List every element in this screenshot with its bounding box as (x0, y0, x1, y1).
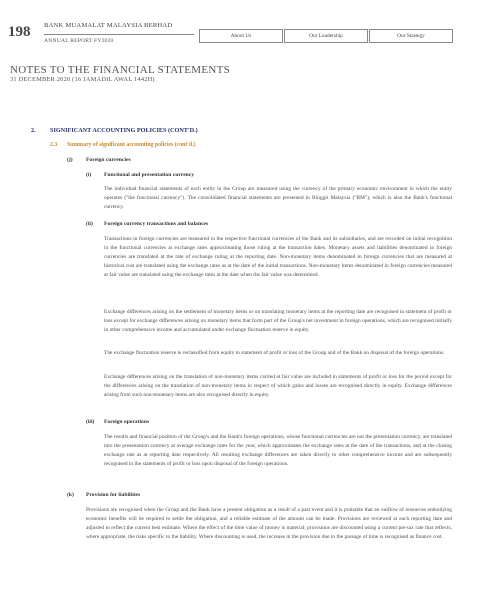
bank-name: BANK MUAMALAT MALAYSIA BERHAD (44, 22, 173, 29)
section-number: 2. (31, 127, 36, 134)
page-number: 198 (8, 24, 31, 40)
fx-transactions-paragraph-2: Exchange differences arising on the settlement of monetary items or on translating monetary items at the reporting date are recognised in statement of profit or loss except for exchange differences arising on monetary items that form part of the Group's net investment in foreign operations, which are recognised initially in other comprehensive income and accumulated under exchange fluctuation reserve in equity. (104, 309, 452, 334)
item-iii-label: (iii) (86, 419, 95, 425)
nav-our-strategy-button[interactable]: Our Strategy (369, 29, 453, 43)
item-i-label: (i) (86, 172, 92, 178)
item-ii-label: (ii) (86, 221, 93, 227)
subsection-title: Summary of significant accounting policies (cont'd.) (67, 142, 196, 148)
fx-transactions-paragraph-4: Exchange differences arising on the translation of non-monetary items carried at fair value are included in statements of profit or loss for the period except for the differences arising on the translation of non-monetary items in respect of which gains and losses are recognised directly in equity. Exchange differences arising from such non-monetary items are also recognised directly in equity. (104, 374, 452, 399)
header-rule (44, 34, 194, 35)
page-header (0, 0, 480, 60)
nav-about-us-button[interactable]: About Us (199, 29, 283, 43)
item-k-title: Provision for liabilities (86, 492, 141, 498)
notes-date: 31 DECEMBER 2020 (16 JAMADIL AWAL 1442H) (10, 76, 155, 83)
foreign-operations-paragraph: The results and financial position of the Group's and the Bank's foreign operations, whose functional currencies are not the presentation currency, are translated into the presentation currency at average exchange rates for the year, which approximates the exchange rates at the date of the transactions, and at the closing exchange rate as at reporting date respectively. All resulting exchange differences are taken directly to other comprehensive income and are subsequently recognised in the statements of profit or loss upon disposal of the foreign operations. (104, 434, 452, 468)
item-j-title: Foreign currencies (86, 157, 131, 163)
subsection-number: 2.3 (50, 142, 58, 148)
item-i-title: Functional and presentation currency (104, 172, 195, 178)
item-j-label: (j) (67, 157, 73, 163)
notes-title: NOTES TO THE FINANCIAL STATEMENTS (10, 64, 231, 76)
fx-transactions-paragraph-3: The exchange fluctuation reserve is reclassified from equity to statement of profit or loss of the Group and of the Bank on disposal of the foreign operations. (104, 350, 445, 356)
nav-our-leadership-button[interactable]: Our Leadership (284, 29, 368, 43)
provisions-paragraph: Provisions are recognised when the Group and the Bank have a present obligation as a result of a past event and it is probable that an outflow of resources embodying economic benefits will be required to settle the obligation, and a reliable estimate of the amount can be made. Provisions are reviewed at each reporting date and adjusted to reflect the current best estimate. Where the effect of the time value of money is material, provisions are discounted using a current pre-tax rate that reflects, where appropriate, the risks specific to the liability. Where discounting is used, the increase in the provision due to the passage of time is recognised as finance cost. (86, 507, 452, 541)
functional-currency-paragraph: The individual financial statements of each entity in the Group are measured using the currency of the primary economic environment in which the entity operates ("the functional currency"). The consolidated financial statements are presented in Ringgit Malaysia ("RM"), which is also the Bank's functional currency. (104, 186, 452, 211)
report-name: ANNUAL REPORT FY2020 (44, 38, 114, 44)
section-title: SIGNIFICANT ACCOUNTING POLICIES (CONT'D.) (50, 127, 198, 134)
item-iii-title: Foreign operations (104, 419, 150, 425)
fx-transactions-paragraph-1: Transactions in foreign currencies are measured in the respective functional currencies of the Bank and its subsidiaries, and are recorded on initial recognition in the functional currencies at exchange rates approximating those ruling at the transaction dates. Monetary assets and liabilities denominated in foreign currencies are translated at the rate of exchange ruling at the reporting date. Non-monetary items denominated in foreign currencies that are measured at historical cost are translated using the exchange rates as at the date of the initial transactions. Non-monetary items denominated in foreign currencies measured at fair value are translated using the exchange rates at the date when the fair value was determined. (104, 236, 452, 279)
item-k-label: (k) (67, 492, 74, 498)
item-ii-title: Foreign currency transactions and balances (104, 221, 209, 227)
